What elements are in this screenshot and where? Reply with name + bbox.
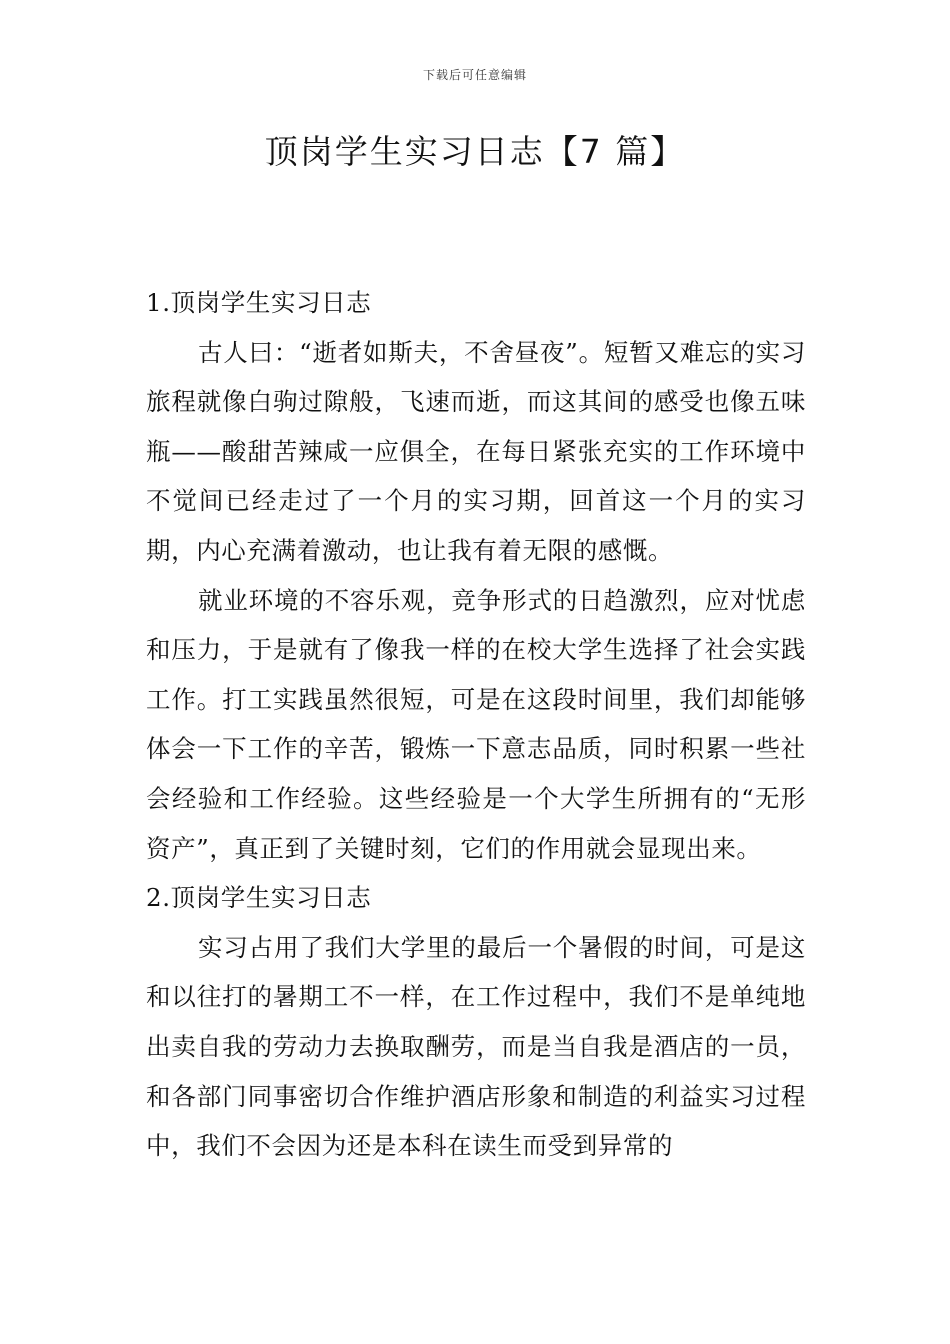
document-body [146,278,806,1171]
paragraph: 就业环境的不容乐观，竞争形式的日趋激烈，应对忧虑和压力，于是就有了像我一样的在校大学生选择了社会实践工作。打工实践虽然很短，可是在这段时间里，我们却能够体会一下工作的辛苦，锻炼一下意志品质，同时积累一些社会经验和工作经验。这些经验是一个大学生所拥有的“无形资产”，真正到了关键时刻，它们的作用就会显现出来。 [146,585,806,863]
paragraph: 古人曰：“逝者如斯夫，不舍昼夜”。短暂又难忘的实习旅程就像白驹过隙般，飞速而逝，而这其间的感受也像五味瓶——酸甜苦辣咸一应俱全，在每日紧张充实的工作环境中不觉间已经走过了一个月的实习期，回首这一个月的实习期，内心充满着激动，也让我有着无限的感慨。 [146,337,806,565]
paragraph: 实习占用了我们大学里的最后一个暑假的时间，可是这和以往打的暑期工不一样，在工作过程中，我们不是单纯地出卖自我的劳动力去换取酬劳，而是当自我是酒店的一员，和各部门同事密切合作维护酒店形象和制造的利益实习过程中，我们不会因为还是本科在读生而受到异常的 [146,932,806,1161]
header-note: 下载后可任意编辑 [422,68,527,82]
section-heading: 1.顶岗学生实习日志 [146,288,372,317]
document-title: 顶岗学生实习日志【7 篇】 [264,132,686,171]
section-heading: 2.顶岗学生实习日志 [146,883,372,913]
